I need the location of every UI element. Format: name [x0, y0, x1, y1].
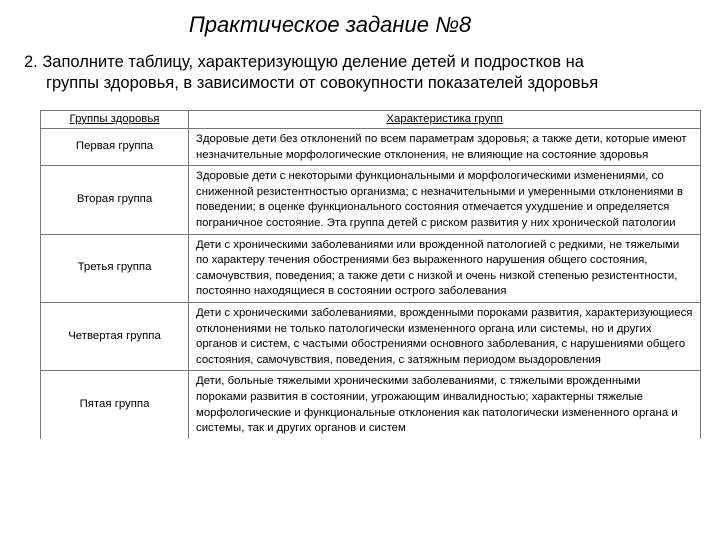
column-header-groups: Группы здоровья: [41, 111, 189, 129]
table-row: [41, 166, 701, 234]
task-text: [24, 52, 720, 94]
group-name-cell: Третья группа: [41, 234, 189, 302]
table-row: [41, 371, 701, 439]
table-row: [41, 234, 701, 302]
group-description-cell: Дети с хроническими заболеваниями, врожденными пороками развития, характеризующиеся отклонениями не только патологически измененного органа или системы, но и других органов и систем, с частыми обострениями основного заболевания, с нарушениями общего состояния, самочувствия, поведения, с затяжным периодом выздоровления: [189, 302, 701, 370]
table-row: [41, 302, 701, 370]
group-description-cell: Здоровые дети с некоторыми функциональными и морфологическими изменениями, со сниженной резистентностью организма; с незначительными и умеренными отклонениями в поведении; в оценке функционального состояния отмечается ухудшение и определяется пограничное состояние. Эта группа детей с риском развития у них хронической патологии: [189, 166, 701, 234]
task-line-2: группы здоровья, в зависимости от совокупности показателей здоровья: [46, 74, 599, 92]
page-title: Практическое задание №8: [188, 12, 472, 37]
column-header-characteristics: Характеристика групп: [189, 111, 701, 129]
group-description-cell: Здоровые дети без отклонений по всем параметрам здоровья; а также дети, которые имеют незначительные морфологические отклонения, не влияющие на состояние здоровья: [189, 129, 701, 166]
group-name-cell: Четвертая группа: [41, 302, 189, 370]
group-description-cell: Дети с хроническими заболеваниями или врожденной патологией с редкими, не тяжелыми по характеру течения обострениями без выраженного нарушения общего состояния, самочувствия, поведения; а также дети с низкой и очень низкой степенью резистентности, постоянно находящиеся в состоянии острого заболевания: [189, 234, 701, 302]
table-header-row: [41, 111, 701, 129]
group-description-cell: Дети, больные тяжелыми хроническими заболеваниями, с тяжелыми врожденными пороками развития в состоянии, угрожающим инвалидностью; характерны тяжелые морфологические и функциональные отклонения как патологически измененного органа и системы, так и других органов и систем: [189, 371, 701, 439]
group-name-cell: Пятая группа: [41, 371, 189, 439]
health-groups-table: [40, 110, 701, 439]
task-line-1: 2. Заполните таблицу, характеризующую деление детей и подростков на: [24, 53, 584, 71]
table-row: [41, 129, 701, 166]
group-name-cell: Вторая группа: [41, 166, 189, 234]
group-name-cell: Первая группа: [41, 129, 189, 166]
